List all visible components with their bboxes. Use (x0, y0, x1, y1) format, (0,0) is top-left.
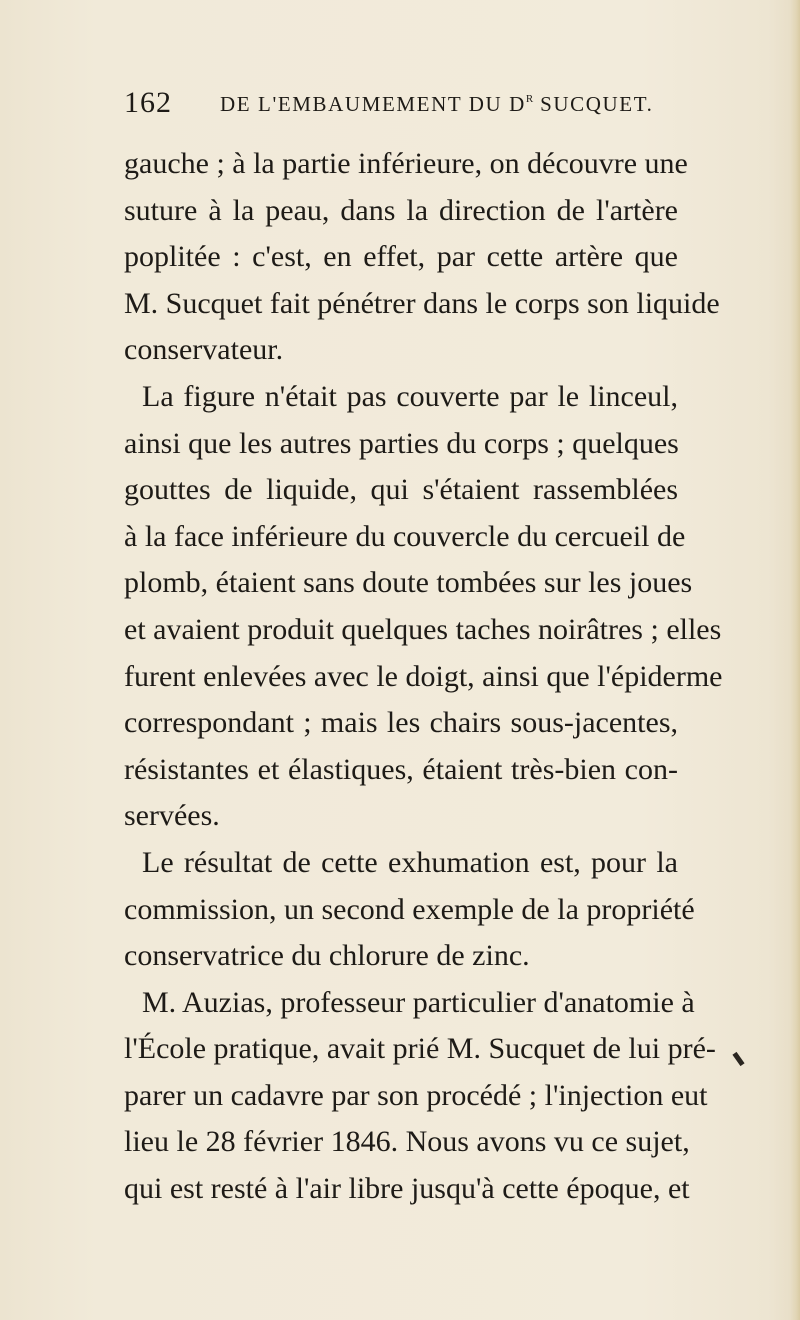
running-head-end: SUCQUET. (533, 92, 654, 116)
text-line: furent enlevées avec le doigt, ainsi que l'épiderme (124, 659, 723, 693)
text-line: servées. (124, 799, 220, 833)
text-line: M. Sucquet fait pénétrer dans le corps son liquide (124, 286, 720, 320)
text-line: commission, un second exemple de la propriété (124, 892, 695, 926)
page-header (124, 86, 680, 122)
text-line: Le résultat de cette exhumation est, pour la (142, 845, 678, 879)
text-line: et avaient produit quelques taches noirâtres ; elles (124, 612, 722, 646)
margin-tick-mark (732, 1052, 744, 1066)
text-line: ainsi que les autres parties du corps ; quelques (124, 426, 679, 460)
running-head (220, 92, 653, 117)
text-line: suture à la peau, dans la direction de l'artère (124, 193, 678, 227)
text-line: parer un cadavre par son procédé ; l'injection eut (124, 1078, 708, 1112)
text-line: l'École pratique, avait prié M. Sucquet de lui pré- (124, 1032, 716, 1066)
text-line: poplitée : c'est, en effet, par cette artère que (124, 240, 678, 274)
text-line: conservatrice du chlorure de zinc. (124, 939, 530, 973)
text-line: La figure n'était pas couverte par le linceul, (142, 379, 678, 413)
text-line: plomb, étaient sans doute tombées sur les joues (124, 566, 693, 600)
text-line: gauche ; à la partie inférieure, on découvre une (124, 147, 688, 180)
text-line: correspondant ; mais les chairs sous-jacentes, (124, 706, 678, 740)
text-line: gouttes de liquide, qui s'étaient rassemblées (124, 473, 678, 507)
text-line: résistantes et élastiques, étaient très-bien con- (124, 752, 678, 786)
running-head-superscript: R (525, 93, 534, 105)
text-line: M. Auzias, professeur particulier d'anatomie à (142, 985, 695, 1019)
body-text (124, 141, 723, 1213)
running-head-main: DE L'EMBAUMEMENT DU D (220, 92, 526, 116)
text-line: lieu le 28 février 1846. Nous avons vu ce sujet, (124, 1125, 690, 1159)
text-line: qui est resté à l'air libre jusqu'à cette époque, et (124, 1172, 690, 1206)
page-number: 162 (124, 86, 172, 119)
text-line: à la face inférieure du couvercle du cercueil de (124, 519, 686, 553)
page-edge-shadow (790, 0, 800, 1320)
text-line: conservateur. (124, 333, 284, 367)
